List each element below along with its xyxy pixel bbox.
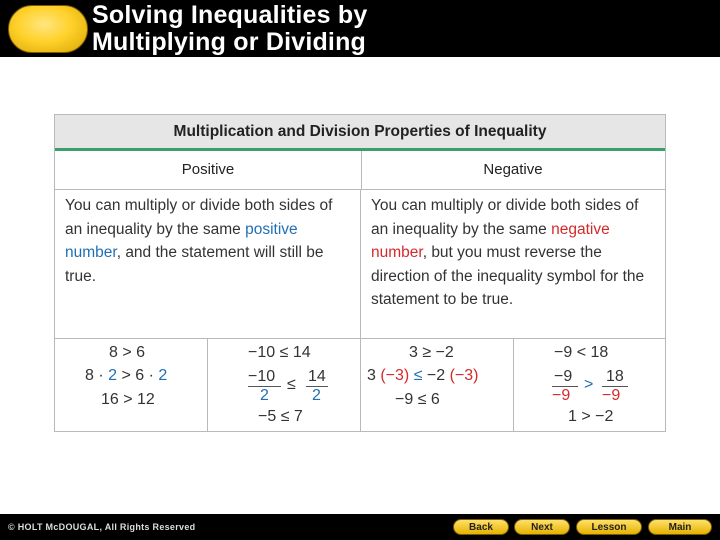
negative-number-highlight: negative number	[371, 220, 610, 261]
next-label: Next	[531, 522, 553, 533]
ex2-symbol: ≤	[287, 376, 296, 393]
ex3-line-3: −9 ≤ 6	[395, 391, 440, 408]
ex2-num-left: −10	[248, 368, 276, 385]
table-header-row	[55, 151, 665, 190]
ex1-line-3: 16 > 12	[101, 391, 155, 408]
ex4-den-left: −9	[552, 387, 571, 404]
ex4-num-left: −9	[554, 368, 573, 385]
ex1-line-2: 8 · 2 > 6 · 2	[85, 367, 168, 384]
header-bar	[0, 0, 720, 57]
header-logo-pill	[8, 5, 88, 53]
example-multiply-positive	[55, 338, 208, 431]
footer-bar	[0, 514, 720, 540]
positive-desc-pre: You can multiply or divide both sides of an inequality by the same	[65, 197, 333, 238]
header-negative: Negative	[483, 161, 543, 178]
back-button[interactable]	[453, 519, 509, 535]
positive-description	[55, 189, 361, 338]
positive-number-highlight: positive number	[65, 220, 298, 261]
ex4-line-4: 1 > −2	[568, 408, 614, 425]
lesson-button[interactable]	[576, 519, 642, 535]
next-button[interactable]	[514, 519, 570, 535]
properties-table	[54, 114, 666, 432]
header-positive: Positive	[55, 151, 362, 189]
lesson-label: Lesson	[591, 522, 627, 533]
ex3-line-2: 3 (−3) ≤ −2 (−3)	[367, 367, 479, 384]
main-button[interactable]	[648, 519, 712, 535]
ex2-den-left: 2	[260, 387, 269, 404]
example-multiply-negative	[361, 338, 514, 431]
ex4-den-right: −9	[602, 387, 621, 404]
description-row	[55, 189, 665, 339]
negative-desc-post: , but you must reverse the direction of the inequality symbol for the statement to be true.	[371, 244, 645, 308]
example-divide-positive	[208, 338, 361, 431]
copyright-text: © HOLT McDOUGAL, All Rights Reserved	[8, 522, 196, 532]
examples-row	[55, 338, 665, 431]
negative-description	[361, 189, 665, 338]
back-label: Back	[469, 522, 493, 533]
title-line-1: Solving Inequalities by	[92, 1, 368, 29]
ex4-symbol: >	[584, 376, 594, 393]
main-label: Main	[668, 522, 692, 533]
ex4-num-right: 18	[606, 368, 624, 385]
ex1-line-1: 8 > 6	[109, 344, 146, 361]
page-title	[92, 2, 368, 56]
positive-desc-post: , and the statement will still be true.	[65, 244, 324, 285]
table-caption: Multiplication and Division Properties of Inequality	[55, 115, 665, 148]
ex2-line-4: −5 ≤ 7	[258, 408, 303, 425]
title-line-2: Multiplying or Dividing	[92, 28, 367, 56]
ex3-line-1: 3 ≥ −2	[409, 344, 454, 361]
ex2-line-1: −10 ≤ 14	[248, 344, 311, 361]
ex4-line-1: −9 < 18	[554, 344, 609, 361]
ex2-num-right: 14	[308, 368, 326, 385]
negative-desc-pre: You can multiply or divide both sides of an inequality by the same	[371, 197, 639, 238]
example-divide-negative	[514, 338, 665, 431]
ex2-den-right: 2	[312, 387, 321, 404]
